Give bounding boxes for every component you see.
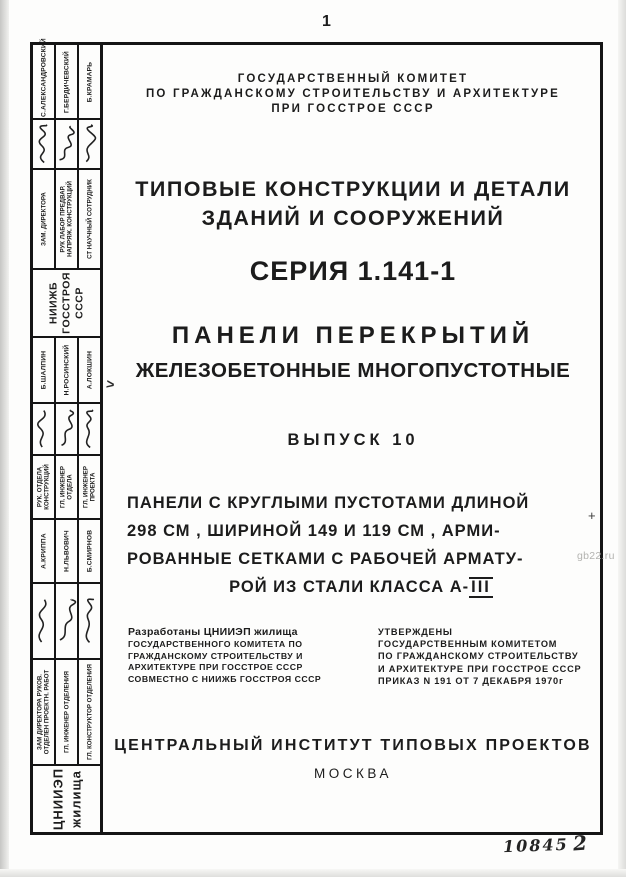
signatory-name: Н.ЛЬВОВИЧ [63,530,70,572]
name-cell [33,520,56,582]
signatory-name: С.АЛЕКСАНДРОВСКИЙ [40,37,47,117]
title-cell [33,456,56,518]
signature-stamp-table [30,37,100,835]
description-line [127,573,595,601]
name-cell [79,338,100,402]
signature-icon [55,123,79,165]
org-cell-niizhb [33,270,100,338]
scan-edge-right [618,0,626,877]
signatory-title: СТ НАУЧНЫЙ СОТРУДНИК [85,179,93,259]
titles-row-otdel [33,456,100,520]
names-row-otdel [33,338,100,404]
series-number: СЕРИЯ 1.141-1 [249,256,457,286]
handwritten-sheet-number: 2 [572,830,588,856]
signature-cell [56,120,79,168]
signatory-title: РУК ЛАБОР ПРЕДВАР. НАПРЯЖ. КОНСТРУКЦИЙ [59,181,74,257]
developed-line: СОВМЕСТНО С НИИЖБ ГОССТРОЯ СССР [128,673,322,684]
title-cell [56,170,79,268]
series-title [103,175,603,233]
signatory-name: А.ЛОКШИН [86,350,93,390]
names-row-tsniiep [33,520,100,584]
scan-edge-left [0,0,9,877]
developed-line: ГОСУДАРСТВЕННОГО КОМИТЕТА ПО [128,639,303,649]
name-cell [56,338,79,402]
name-cell [33,37,56,118]
org-name: НИИЖБ ГОССТРОЯ СССР [46,272,86,334]
signature-cell [33,404,56,454]
org-name: ЦНИИЭП жилища [49,767,83,831]
title-cell [33,660,56,764]
steel-class-prefix: РОЙ ИЗ СТАЛИ КЛАССА А- [229,578,470,596]
signatory-title: РУК. ОТДЕЛА КОНСТРУКЦИЙ [36,464,51,510]
scan-edge-bottom [0,869,626,877]
signatures-row [33,404,100,456]
signatory-title: ЗАМ. ДИРЕКТОРА [39,192,47,246]
names-row-niizhb [33,37,100,120]
signature-icon [31,597,56,645]
signatory-title: ЗАМ ДИРЕКТОРА РУКОВ. ОТДЕЛЕН ПРОЕКТН. РАБОТ [36,669,51,755]
city-name: МОСКВА [314,766,392,781]
signature-cell [56,584,79,658]
signatory-name: Н.РОСИНСКИЙ [63,344,70,396]
signatory-name: Г.БЕРДИЧЕВСКИЙ [63,50,70,113]
panel-description [127,489,595,601]
signature-icon [55,408,79,450]
header-line: ПО ГРАЖДАНСКОМУ СТРОИТЕЛЬСТВУ И АРХИТЕКТУРЕ [145,88,561,100]
signature-icon [77,597,102,645]
signatory-title: ГЛ. ИНЖЕНЕР ОТДЕЛЕНИЯ [62,671,70,753]
approved-line: И АРХИТЕКТУРЕ ПРИ ГОССТРОЕ СССР [378,663,582,674]
header-line: ПРИ ГОССТРОЕ СССР [271,103,435,115]
signatory-name: А.КРИППА [40,533,47,569]
handwritten-order-number: 10845 [502,834,569,857]
signature-icon [54,597,79,645]
signature-cell [33,120,56,168]
approved-line: ПРИКАЗ N 191 ОТ 7 ДЕКАБРЯ 1970г [378,675,564,686]
signatures-row [33,584,100,660]
name-cell [79,520,100,582]
titles-row-niizhb [33,170,100,270]
issue-number: ВЫПУСК 10 [287,431,419,449]
title-cell [79,660,100,764]
developed-line: Разработаны ЦНИИЭП жилища [128,626,298,638]
header-line: ГОСУДАРСТВЕННЫЙ КОМИТЕТ [237,73,469,85]
org-cell-tsniiep [33,766,100,832]
subject-title-line1: ПАНЕЛИ ПЕРЕКРЫТИЙ [171,322,535,349]
signature-cell [79,120,100,168]
subject-title-line2: ЖЕЛЕЗОБЕТОННЫЕ МНОГОПУСТОТНЫЕ [135,359,571,382]
committee-header [103,72,603,117]
signature-cell [56,404,79,454]
approved-line: УТВЕРЖДЕНЫ [378,627,453,637]
developed-line: ГРАЖДАНСКОМУ СТРОИТЕЛЬСТВУ И [128,650,303,661]
signatures-row [33,120,100,170]
title-cell [79,456,100,518]
title-cell [33,170,56,268]
approved-line: ГОСУДАРСТВЕННЫМ КОМИТЕТОМ [378,639,558,650]
description-line: ПАНЕЛИ С КРУГЛЫМИ ПУСТОТАМИ ДЛИНОЙ [127,494,530,512]
signature-cell [79,584,100,658]
signature-icon [32,408,56,450]
titles-row-tsniiep [33,660,100,766]
signatory-name: Б.СМИРНОВ [86,529,93,573]
pen-mark-tick-icon: > [104,375,116,393]
title-cell [79,170,100,268]
name-cell [79,45,100,118]
signatory-name: Б.ШАЛПИН [40,350,47,390]
signatory-name: Б.КРАМАРЬ [86,61,93,102]
series-title-line: ЗДАНИЙ И СООРУЖЕНИЙ [201,206,505,230]
signature-cell [79,404,100,454]
signatory-title: ГЛ. КОНСТРУКТОР ОТДЕЛЕНИЯ [85,664,93,760]
name-cell [56,45,79,118]
institute-name: ЦЕНТРАЛЬНЫЙ ИНСТИТУТ ТИПОВЫХ ПРОЕКТОВ [114,737,592,754]
signature-icon [78,123,102,165]
signatory-title: ГЛ. ИНЖЕНЕР ПРОЕКТА [82,466,97,508]
page-number: 1 [322,13,332,30]
signature-icon [32,123,56,165]
steel-class-roman-numeral: III [471,578,491,596]
series-title-line: ТИПОВЫЕ КОНСТРУКЦИИ И ДЕТАЛИ [135,177,571,201]
title-cell [56,456,79,518]
name-cell [56,520,79,582]
name-cell [33,338,56,402]
approved-by-block [378,626,598,687]
signatory-title: ГЛ. ИНЖЕНЕР ОТДЕЛА [59,466,74,508]
pen-mark-plus-icon: + [588,508,596,523]
approved-line: ПО ГРАЖДАНСКОМУ СТРОИТЕЛЬСТВУ [378,651,579,662]
signature-icon [78,408,102,450]
description-line: 298 СМ , ШИРИНОЙ 149 И 119 СМ , АРМИ- [127,522,501,540]
developed-by-block [128,626,374,685]
signature-cell [33,584,56,658]
title-cell [56,660,79,764]
developed-line: АРХИТЕКТУРЕ ПРИ ГОССТРОЕ СССР [128,662,303,673]
description-line: РОВАННЫЕ СЕТКАМИ С РАБОЧЕЙ АРМАТУ- [127,550,524,568]
site-watermark: gb22.ru [577,550,615,562]
